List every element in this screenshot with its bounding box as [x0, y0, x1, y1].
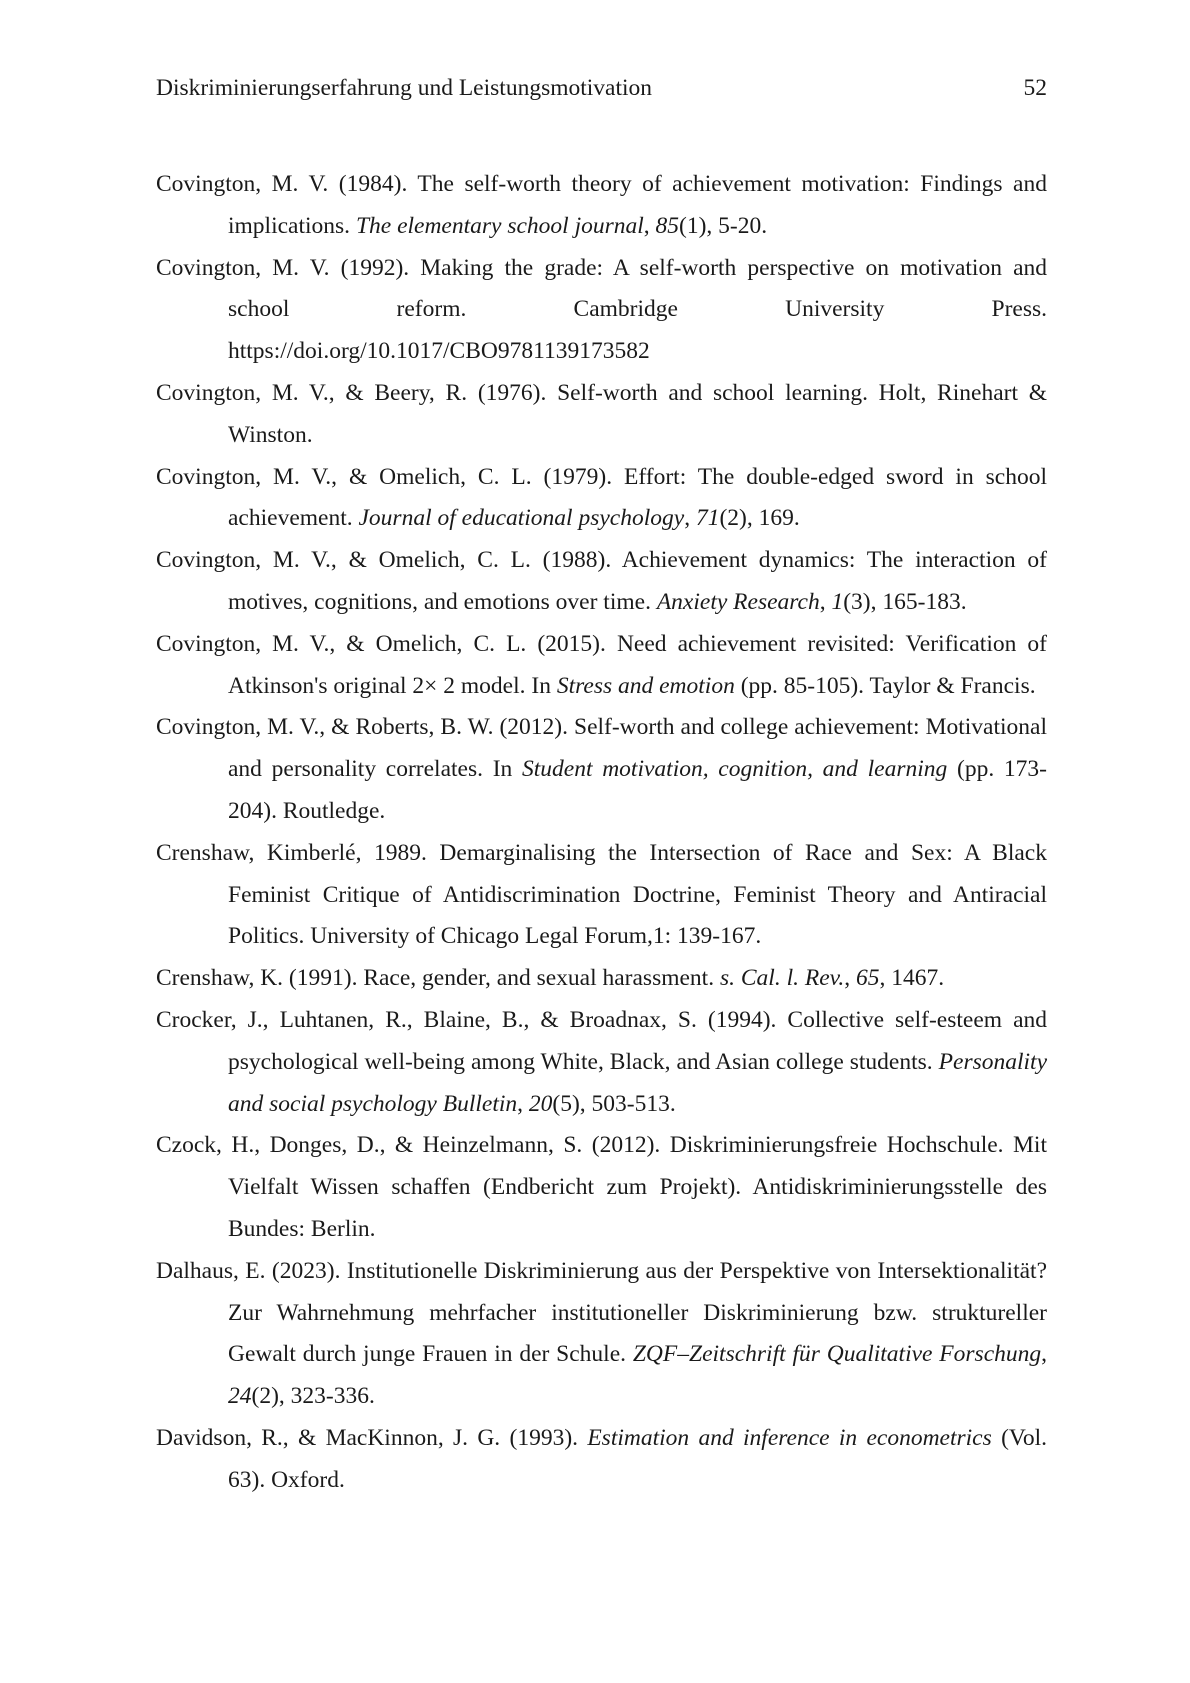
- reference-italic-text: Journal of educational psychology: [358, 505, 685, 532]
- reference-text: Covington, M. V., & Roberts, B. W. (2012). Self-worth and college achievement: Motivational and personality correlates. In: [156, 714, 1047, 783]
- reference-text: ,: [819, 588, 832, 615]
- reference-text: Crenshaw, K. (1991). Race, gender, and sexual harassment.: [156, 965, 720, 992]
- reference-text: Davidson, R., & MacKinnon, J. G. (1993).: [156, 1424, 588, 1451]
- reference-italic-text: Stress and emotion: [556, 672, 735, 699]
- reference-italic-text: 71: [695, 505, 720, 532]
- reference-entry: [156, 833, 1047, 958]
- reference-text: ,: [1041, 1341, 1047, 1368]
- reference-entry: [156, 164, 1047, 248]
- reference-text: ,: [517, 1090, 529, 1117]
- reference-text: Covington, M. V., & Omelich, C. L. (1979). Effort: The double-edged sword in school achievement.: [156, 463, 1047, 532]
- reference-text: Covington, M. V., & Omelich, C. L. (1988). Achievement dynamics: The interaction of motives, cognitions, and emotions over time.: [156, 547, 1047, 615]
- reference-italic-text: 1: [831, 588, 844, 615]
- reference-entry: [156, 248, 1047, 373]
- reference-text: Crenshaw, Kimberlé, 1989. Demarginalising the Intersection of Race and Sex: A Black Feminist Critique of Antidiscrimination Doctrine, Feminist Theory and Antiracial Politics. University of Chicago Legal Forum,1: 139-167.: [156, 839, 1047, 950]
- reference-text: ,: [643, 212, 656, 239]
- reference-entry: [156, 373, 1047, 457]
- reference-text: (pp. 173-204). Routledge.: [228, 756, 1047, 824]
- reference-italic-text: 85: [655, 212, 680, 239]
- reference-entry: [156, 624, 1047, 708]
- reference-text: ,: [684, 505, 696, 532]
- reference-text: (Vol. 63). Oxford.: [228, 1424, 1047, 1493]
- reference-italic-text: The elementary school journal: [355, 212, 644, 239]
- reference-text: Covington, M. V. (1984). The self-worth theory of achievement motivation: Findings and implications.: [156, 171, 1047, 239]
- reference-entry: [156, 1125, 1047, 1250]
- running-title: Diskriminierungserfahrung und Leistungsmotivation: [156, 75, 653, 101]
- reference-text: Covington, M. V., & Beery, R. (1976). Self-worth and school learning. Holt, Rinehart & Winston.: [156, 379, 1047, 448]
- reference-italic-text: s. Cal. l. Rev.: [719, 965, 845, 992]
- reference-entry: [156, 457, 1047, 541]
- reference-text: Covington, M. V., & Omelich, C. L. (2015). Need achievement revisited: Verification of Atkinson's original 2× 2 model. In: [156, 630, 1047, 699]
- reference-italic-text: 24: [228, 1383, 252, 1410]
- reference-text: (3), 165-183.: [843, 588, 967, 615]
- reference-text: Dalhaus, E. (2023). Institutionelle Diskriminierung aus der Perspektive von Intersektionalität? Zur Wahrnehmung mehrfacher institutioneller Diskriminierung bzw. struktureller Gewalt durch junge Frauen in der Schule.: [156, 1257, 1047, 1368]
- reference-italic-text: Estimation and inference in econometrics: [587, 1424, 992, 1451]
- reference-italic-text: 20: [528, 1090, 553, 1117]
- reference-italic-text: Student motivation, cognition, and learning: [522, 756, 948, 783]
- page-number: 52: [1023, 75, 1047, 101]
- reference-text: , 1467.: [879, 965, 945, 992]
- reference-italic-text: Anxiety Research: [656, 588, 820, 615]
- reference-entry: [156, 1418, 1047, 1502]
- reference-text: (5), 503-513.: [552, 1090, 676, 1117]
- reference-text: Covington, M. V. (1992). Making the grade: A self-worth perspective on motivation and school reform. Cambridge University Press. https://doi.org/10.1017/CBO9781139173582: [156, 254, 1047, 365]
- reference-text: (1), 5-20.: [679, 212, 768, 239]
- reference-italic-text: Personality and social psychology Bulletin: [228, 1048, 1047, 1117]
- reference-text: (2), 323-336.: [251, 1383, 375, 1410]
- reference-entry: [156, 707, 1047, 832]
- running-header: [156, 72, 1047, 104]
- reference-italic-text: 65: [855, 965, 880, 992]
- reference-text: (pp. 85-105). Taylor & Francis.: [734, 672, 1036, 699]
- reference-text: ,: [844, 965, 856, 992]
- reference-italic-text: ZQF–Zeitschrift für Qualitative Forschung: [632, 1341, 1042, 1368]
- reference-text: (2), 169.: [719, 505, 800, 532]
- reference-text: Crocker, J., Luhtanen, R., Blaine, B., & Broadnax, S. (1994). Collective self-esteem and psychological well-being among White, Black, and Asian college students.: [156, 1006, 1047, 1075]
- reference-text: Czock, H., Donges, D., & Heinzelmann, S. (2012). Diskriminierungsfreie Hochschule. Mit Vielfalt Wissen schaffen (Endbericht zum Projekt). Antidiskriminierungsstelle des Bundes: Berlin.: [156, 1132, 1047, 1242]
- reference-entry: [156, 1251, 1047, 1418]
- reference-list: [156, 164, 1047, 1502]
- reference-entry: [156, 958, 1047, 1000]
- reference-entry: [156, 1000, 1047, 1125]
- reference-entry: [156, 540, 1047, 624]
